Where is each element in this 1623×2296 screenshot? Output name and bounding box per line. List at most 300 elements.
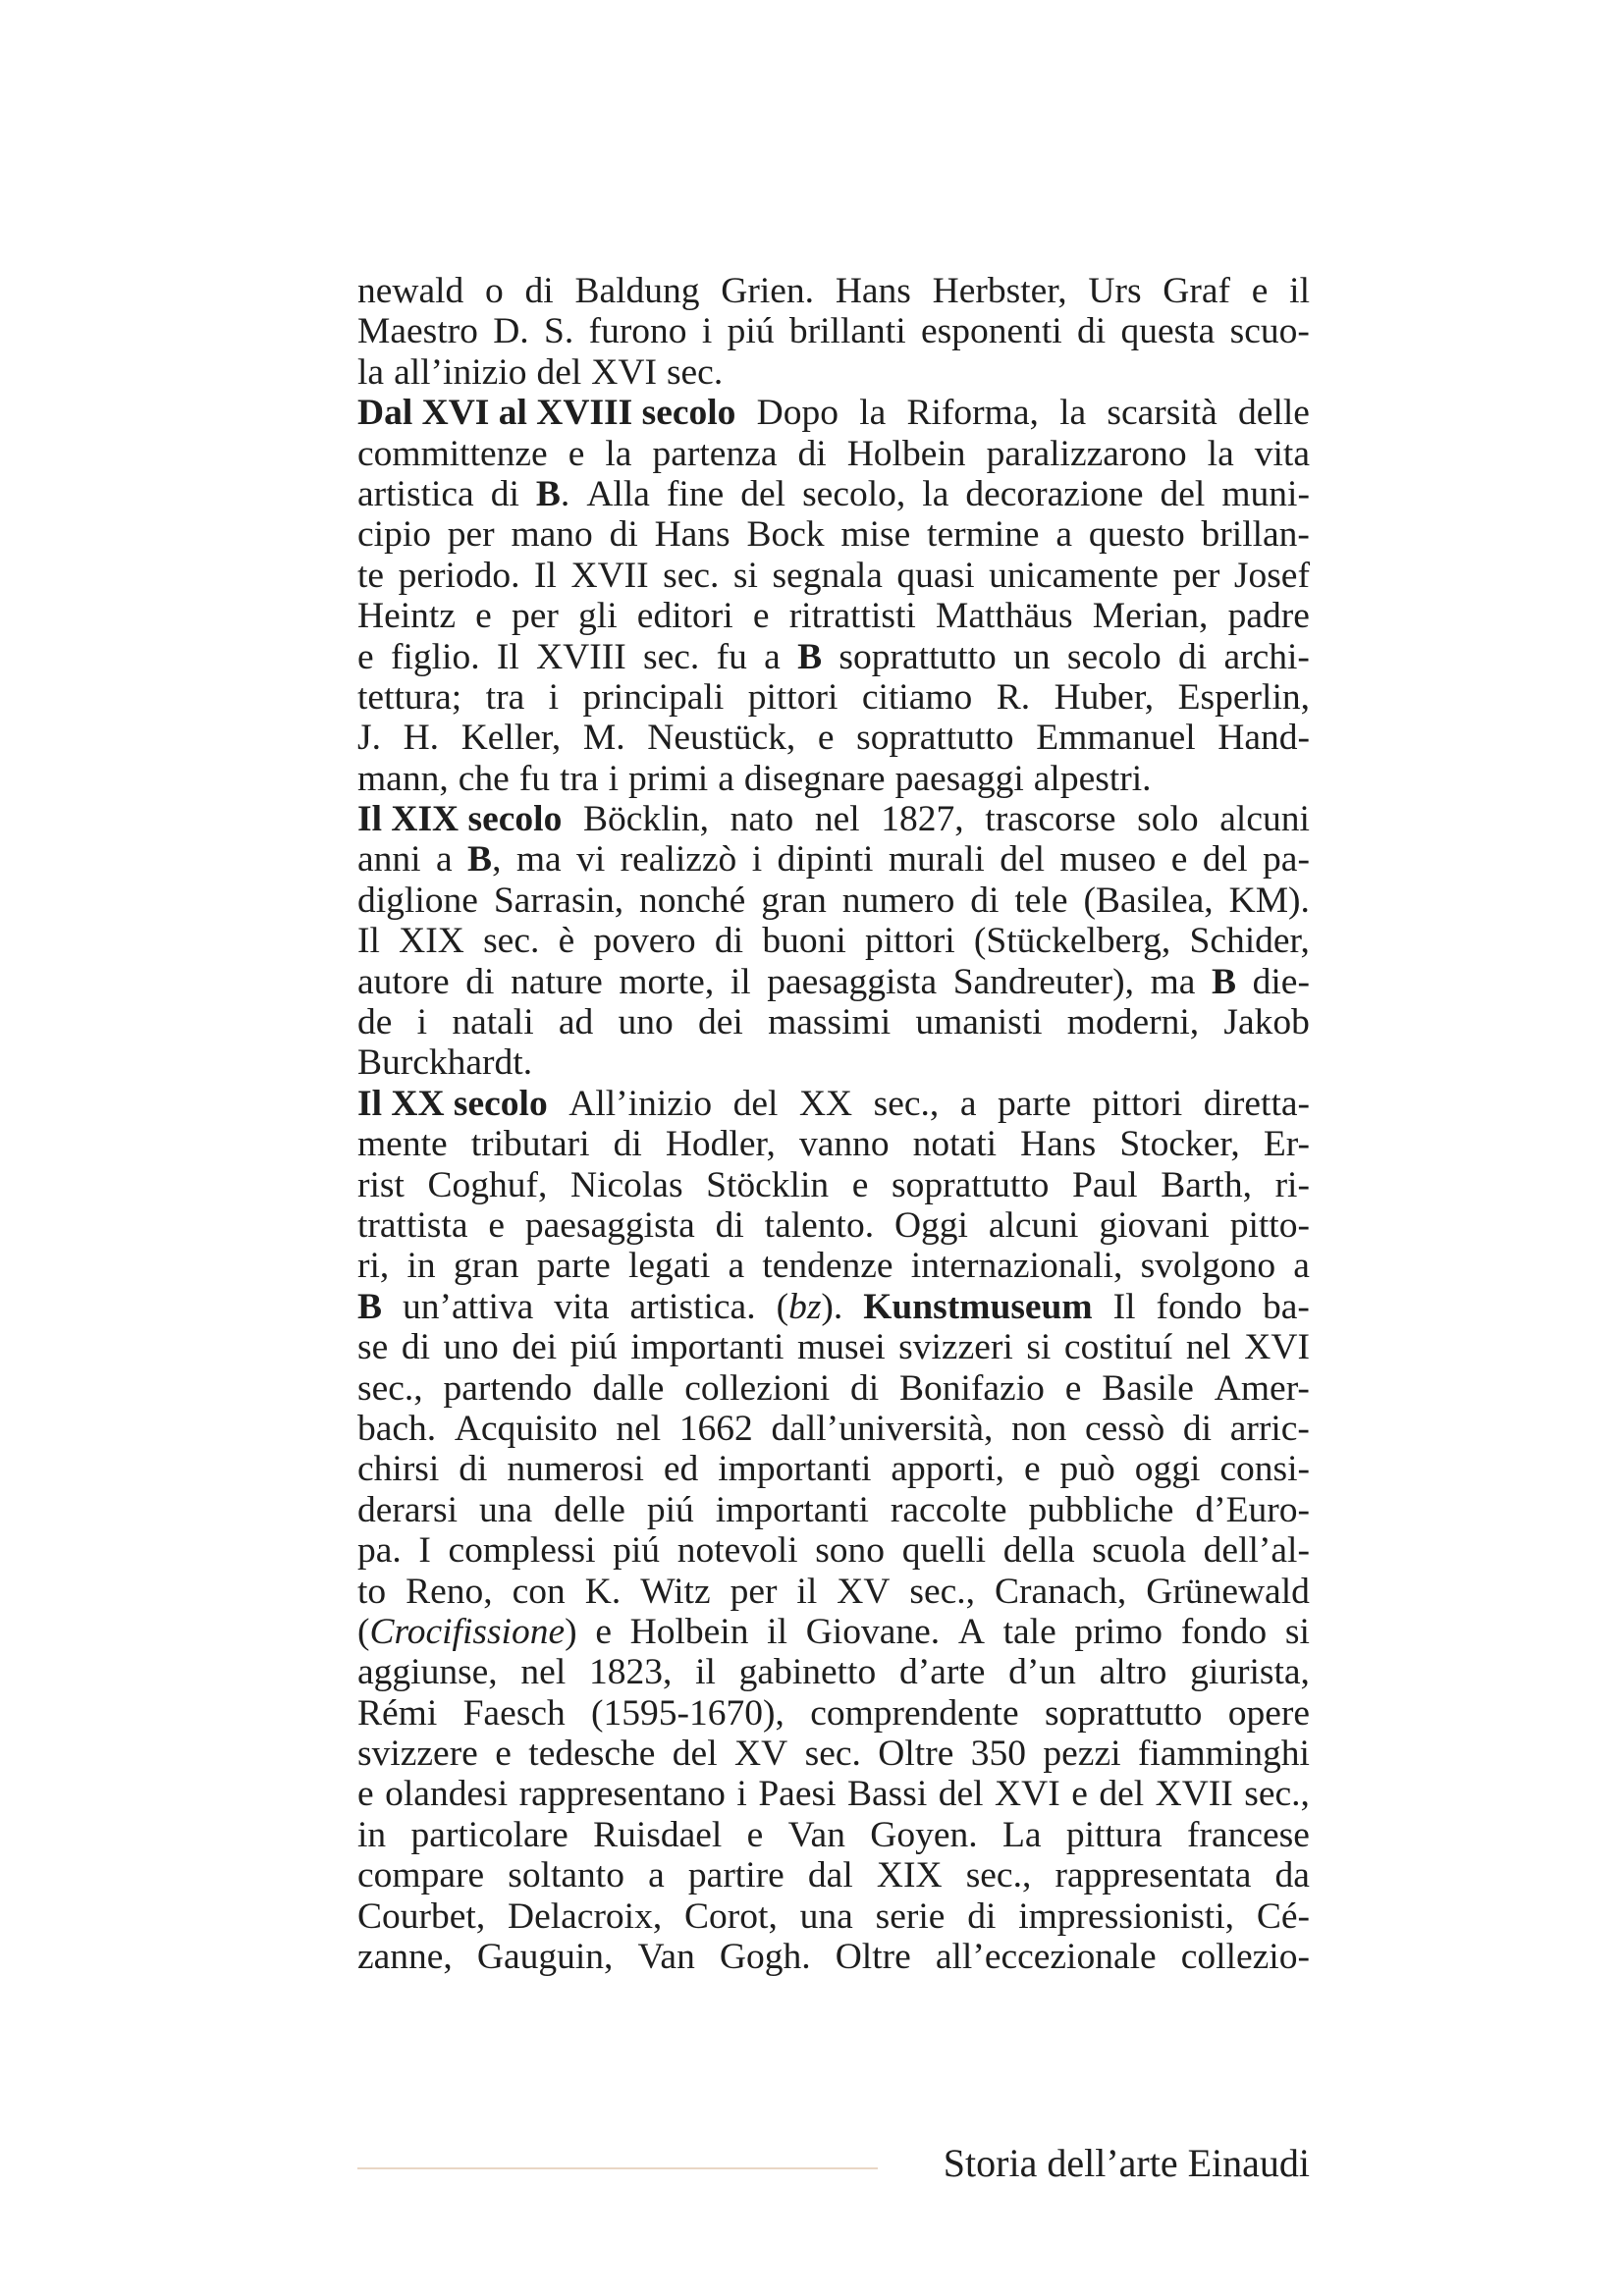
word: fondo [1180, 1611, 1268, 1652]
word: fine [666, 473, 725, 514]
word: apporti, [891, 1449, 1005, 1490]
word: soprattutto [856, 718, 1014, 759]
word: editori [636, 596, 733, 637]
word: i [701, 311, 713, 352]
word: Basile [1102, 1367, 1194, 1409]
word: fiamminghi [1137, 1734, 1310, 1775]
text-line [357, 1287, 1310, 1327]
word: pittori [747, 676, 839, 718]
word: e [752, 596, 770, 637]
word: Böcklin, [582, 799, 710, 840]
word: fu [518, 758, 550, 799]
word: alcuni [1219, 799, 1310, 840]
text-line [357, 1530, 1310, 1571]
word: massimi [768, 1002, 892, 1043]
word: e [475, 596, 492, 637]
word: da [1274, 1855, 1310, 1896]
word: del [1202, 839, 1248, 881]
word: del [1160, 473, 1206, 514]
word: Courbet, [357, 1896, 486, 1937]
word: se [357, 1327, 389, 1368]
word: il [730, 961, 751, 1002]
word: furono [588, 311, 687, 352]
word: soprattutto [839, 636, 997, 677]
word: brillan- [1201, 514, 1310, 556]
word: bach. [357, 1408, 437, 1449]
word: tributari [470, 1124, 590, 1165]
word: XVIII [536, 636, 626, 677]
word: paesaggista [524, 1204, 695, 1246]
word: D. [493, 311, 529, 352]
word: può [1059, 1449, 1115, 1490]
word: secolo, [802, 473, 906, 514]
word: Bonifazio [898, 1367, 1045, 1409]
word: Stöcklin [706, 1164, 830, 1205]
text-line [357, 1449, 1310, 1489]
word: Urs [1088, 271, 1142, 311]
word: Josef [1233, 555, 1310, 596]
word: XVI [995, 1774, 1060, 1815]
word: All’inizio [568, 1083, 713, 1124]
word: di [1178, 636, 1208, 677]
word: tele [1014, 880, 1068, 921]
text-line [357, 1246, 1310, 1286]
word: e [1251, 271, 1269, 311]
word: Barth, [1161, 1164, 1252, 1205]
word: tendenze [762, 1246, 893, 1287]
word: B [357, 1286, 383, 1327]
word: Huber, [1054, 676, 1155, 718]
word: i [416, 1002, 428, 1043]
word: muni- [1221, 473, 1310, 514]
word: parte [998, 1083, 1071, 1124]
word: chirsi [357, 1449, 440, 1490]
word: che [458, 758, 510, 799]
word: Il [534, 555, 557, 596]
word: museo [1059, 839, 1157, 881]
word: gli [578, 596, 618, 637]
word: francese [1187, 1814, 1310, 1855]
word: costituí [1063, 1327, 1173, 1368]
word: numerosi [507, 1449, 644, 1490]
word: pitto- [1229, 1204, 1310, 1246]
word: principali [582, 676, 725, 718]
word: Faesch [462, 1692, 566, 1734]
text-line [357, 1734, 1310, 1774]
word: Corot, [684, 1896, 778, 1937]
word: (Crocifissione) [357, 1611, 577, 1652]
word: dall’università, [771, 1408, 994, 1449]
text-line [357, 1490, 1310, 1530]
word: i [608, 758, 619, 799]
word: con [512, 1571, 566, 1612]
word: soprattutto [892, 1164, 1050, 1205]
text-line [357, 311, 1310, 351]
word: importanti [630, 1327, 784, 1368]
word: sec. [804, 1734, 861, 1775]
word: Hans [654, 514, 730, 556]
word: il [796, 1571, 818, 1612]
word: XVII [1155, 1774, 1233, 1815]
word: di [1077, 311, 1107, 352]
word: nato [730, 799, 794, 840]
word: il [767, 1611, 788, 1652]
word: questo [1088, 514, 1185, 556]
word: della [1002, 1530, 1075, 1572]
word: piú [646, 1489, 694, 1530]
word: paesaggi [894, 758, 1024, 799]
word: sec., [357, 1367, 423, 1409]
word: Amer- [1214, 1367, 1310, 1409]
word: nel [520, 1652, 567, 1693]
word: Burckhardt. [357, 1042, 533, 1084]
word: del [740, 473, 786, 514]
word: H. [403, 718, 440, 759]
word: mise [840, 514, 911, 556]
word: e [357, 636, 374, 677]
word: altro [1099, 1652, 1167, 1693]
word: i [736, 1774, 747, 1815]
text-line [357, 799, 1310, 839]
word: non [1011, 1408, 1067, 1449]
word: vanno [798, 1124, 890, 1165]
word: scuola [1092, 1530, 1187, 1572]
word: del [672, 1734, 718, 1775]
word: collezioni [684, 1367, 831, 1409]
word: ritrattisti [788, 596, 916, 637]
word: unicamente [989, 555, 1159, 596]
text-line [357, 1612, 1310, 1652]
text-line [357, 434, 1310, 474]
word: Esperlin, [1177, 676, 1310, 718]
word: di [465, 961, 495, 1002]
word: del [536, 351, 582, 393]
word: primi [627, 758, 709, 799]
word: padre [1227, 596, 1310, 637]
word: Sarrasin, [493, 880, 624, 921]
word: B. [535, 473, 570, 514]
word: o [485, 271, 504, 311]
word: Grien. [721, 271, 815, 311]
word: 1827, [881, 799, 964, 840]
word: uno [618, 1002, 674, 1043]
word: sec., [909, 1571, 976, 1612]
word: Alla [586, 473, 650, 514]
word: 1662 [678, 1408, 753, 1449]
word: citiamo [861, 676, 973, 718]
word: realizzò [620, 839, 737, 881]
word: d’Euro- [1195, 1489, 1310, 1530]
word: esponenti [920, 311, 1062, 352]
word: legati [627, 1246, 711, 1287]
word: Grünewald [1146, 1571, 1310, 1612]
word: Hand- [1217, 718, 1310, 759]
word: partendo [443, 1367, 572, 1409]
word: newald [357, 271, 464, 311]
word: dipinti [777, 839, 874, 881]
word: disegnare [743, 758, 886, 799]
word: dell’al- [1203, 1530, 1310, 1572]
word: scarsità [1107, 393, 1217, 434]
word: e [1023, 1449, 1041, 1490]
word: tettura; [357, 676, 462, 718]
word: Holbein [846, 433, 966, 474]
word: di [1182, 1408, 1213, 1449]
word: Maestro [357, 311, 478, 352]
word: B [1212, 961, 1237, 1002]
word: Coghuf, [427, 1164, 548, 1205]
text-line [357, 1774, 1310, 1814]
text-line [357, 1409, 1310, 1449]
word: gabinetto [738, 1652, 877, 1693]
word: zanne, [357, 1937, 453, 1978]
text-line [357, 1896, 1310, 1937]
word: e [495, 1734, 512, 1775]
word: vita [554, 1286, 610, 1327]
text-line [357, 1815, 1310, 1855]
word: un [1013, 636, 1051, 677]
word: e [357, 1774, 374, 1815]
word: sec. [483, 921, 540, 962]
word: un’attiva [403, 1286, 534, 1327]
word: serie [875, 1896, 946, 1937]
word: partire [687, 1855, 784, 1896]
word: e [1170, 839, 1188, 881]
text-line [357, 677, 1310, 718]
word: K. [584, 1571, 622, 1612]
word: Riforma, [906, 393, 1039, 434]
footer-rule [357, 2167, 878, 2169]
word: sec., [965, 1855, 1032, 1896]
word: la [1207, 433, 1234, 474]
text-line [357, 1002, 1310, 1042]
word: aggiunse, [357, 1652, 498, 1693]
word: Gogh. [719, 1937, 811, 1978]
word: comprendente [810, 1692, 1019, 1734]
word: di [401, 1327, 430, 1368]
word: d’un [1008, 1652, 1076, 1693]
word: umanisti [915, 1002, 1043, 1043]
word: trascorse [985, 799, 1116, 840]
text-line [357, 271, 1310, 311]
word: 350 [970, 1734, 1026, 1775]
word: Giovane. [805, 1611, 941, 1652]
word: a [648, 1855, 665, 1896]
word: (1595-1670), [591, 1692, 784, 1734]
word: di [490, 473, 519, 514]
word: tra [485, 676, 525, 718]
word: sono [815, 1530, 886, 1572]
word: all’eccezionale [935, 1937, 1157, 1978]
word: quelli [901, 1530, 987, 1572]
word: rappresentata [1055, 1855, 1252, 1896]
word: rist [357, 1164, 405, 1205]
word: (bz). [776, 1286, 843, 1327]
word: Paul [1072, 1164, 1138, 1205]
word: Merian, [1092, 596, 1209, 637]
word: Hodler, [665, 1124, 776, 1165]
word: Il XIX secolo [357, 799, 563, 840]
word: musei [797, 1327, 886, 1368]
text-line [357, 393, 1310, 433]
text-line [357, 1124, 1310, 1164]
word: una [799, 1896, 853, 1937]
word: fu [716, 636, 747, 677]
word: sec., [873, 1083, 940, 1124]
word: nel [814, 799, 860, 840]
word: si [732, 555, 758, 596]
word: brillanti [788, 311, 906, 352]
word: vita [1254, 433, 1310, 474]
word: uno [443, 1327, 499, 1368]
word: Il [357, 921, 380, 962]
word: Oltre [835, 1937, 911, 1978]
word: alcuni [988, 1204, 1079, 1246]
word: pittori [864, 921, 955, 962]
word: Nicolas [569, 1164, 683, 1205]
word: pa. [357, 1530, 402, 1572]
word: Kunstmuseum [863, 1286, 1093, 1327]
word: diretta- [1203, 1083, 1310, 1124]
word: figlio. [390, 636, 480, 677]
word: di [849, 1367, 880, 1409]
word: pittura [1065, 1814, 1163, 1855]
word: moderni, [1066, 1002, 1200, 1043]
word: (Basilea, [1083, 880, 1214, 921]
word: Holbein [629, 1611, 749, 1652]
word: trattista [357, 1204, 468, 1246]
word: Emmanuel [1036, 718, 1196, 759]
word: partenza [652, 433, 778, 474]
word: di [714, 921, 744, 962]
text-line [357, 1855, 1310, 1896]
word: solo [1137, 799, 1199, 840]
word: primo [1074, 1611, 1163, 1652]
word: importanti [718, 1449, 872, 1490]
word: di [459, 1449, 488, 1490]
word: notevoli [676, 1530, 798, 1572]
word: vi [576, 839, 606, 881]
word: B, [467, 839, 502, 881]
word: all’inizio [394, 351, 527, 393]
word: Graf [1163, 271, 1230, 311]
word: il [1289, 271, 1310, 311]
footer-title: Storia dell’arte Einaudi [943, 2141, 1310, 2185]
word: talento. [764, 1204, 875, 1246]
word: artistica [357, 473, 474, 514]
text-line [357, 921, 1310, 961]
word: la [922, 473, 949, 514]
word: S. [544, 311, 574, 352]
word: la [1059, 393, 1087, 434]
word: e [1071, 1774, 1088, 1815]
word: committenze [357, 433, 548, 474]
word: Matthäus [936, 596, 1073, 637]
word: raccolte [890, 1489, 1007, 1530]
word: per [1172, 555, 1220, 596]
text-line [357, 474, 1310, 514]
word: Cranach, [994, 1571, 1127, 1612]
text-line [357, 881, 1310, 921]
word: Baldung [574, 271, 700, 311]
word: notati [912, 1124, 998, 1165]
word: a [764, 636, 781, 677]
word: svolgono [1140, 1246, 1276, 1287]
word: paralizzarono [986, 433, 1187, 474]
word: Rémi [357, 1692, 438, 1734]
word: Van [637, 1937, 695, 1978]
word: di [967, 1896, 997, 1937]
word: Herbster, [932, 271, 1067, 311]
word: autore [357, 961, 450, 1002]
word: è [558, 921, 575, 962]
word: mann, [357, 758, 449, 799]
text-line [357, 352, 1310, 393]
word: a [728, 1246, 745, 1287]
word: decorazione [965, 473, 1144, 514]
word: 1823, [588, 1652, 673, 1693]
word: periodo. [398, 555, 520, 596]
word: oggi [1134, 1449, 1201, 1490]
word: XX [798, 1083, 853, 1124]
word: Paesi [758, 1774, 837, 1815]
word: rappresentano [518, 1774, 726, 1815]
word: la [859, 393, 887, 434]
word: Delacroix, [508, 1896, 663, 1937]
word: e [851, 1164, 869, 1205]
word: dei [698, 1002, 743, 1043]
word: KM). [1228, 880, 1310, 921]
word: B [797, 636, 823, 677]
text-line [357, 596, 1310, 636]
word: di [715, 1204, 744, 1246]
word: sec. [643, 636, 700, 677]
word: archi- [1223, 636, 1310, 677]
text-line [357, 839, 1310, 880]
word: tra [560, 758, 599, 799]
word: XVII [570, 555, 649, 596]
word: particolare [410, 1814, 568, 1855]
word: sec. [663, 555, 720, 596]
word: consi- [1219, 1449, 1310, 1490]
word: Hans [835, 271, 911, 311]
word: questa [1120, 311, 1216, 352]
word: e [488, 1204, 505, 1246]
word: anni [357, 839, 421, 881]
word: ri, [357, 1246, 390, 1287]
word: Heintz [357, 596, 456, 637]
word: opere [1227, 1692, 1310, 1734]
word: XIX [399, 921, 464, 962]
word: ed [663, 1449, 699, 1490]
word: Dopo [756, 393, 839, 434]
word: e [746, 1814, 764, 1855]
word: per [447, 514, 495, 556]
text-line [357, 1572, 1310, 1612]
word: e [817, 718, 835, 759]
word: murali [888, 839, 985, 881]
word: per [511, 596, 559, 637]
word: Oggi [893, 1204, 968, 1246]
word: del [938, 1774, 984, 1815]
word: Neustück, [647, 718, 796, 759]
word: in [357, 1814, 387, 1855]
word: diglione [357, 880, 478, 921]
word: impressionisti, [1018, 1896, 1235, 1937]
word: la [605, 433, 632, 474]
word: a [718, 758, 734, 799]
word: di [970, 880, 1000, 921]
